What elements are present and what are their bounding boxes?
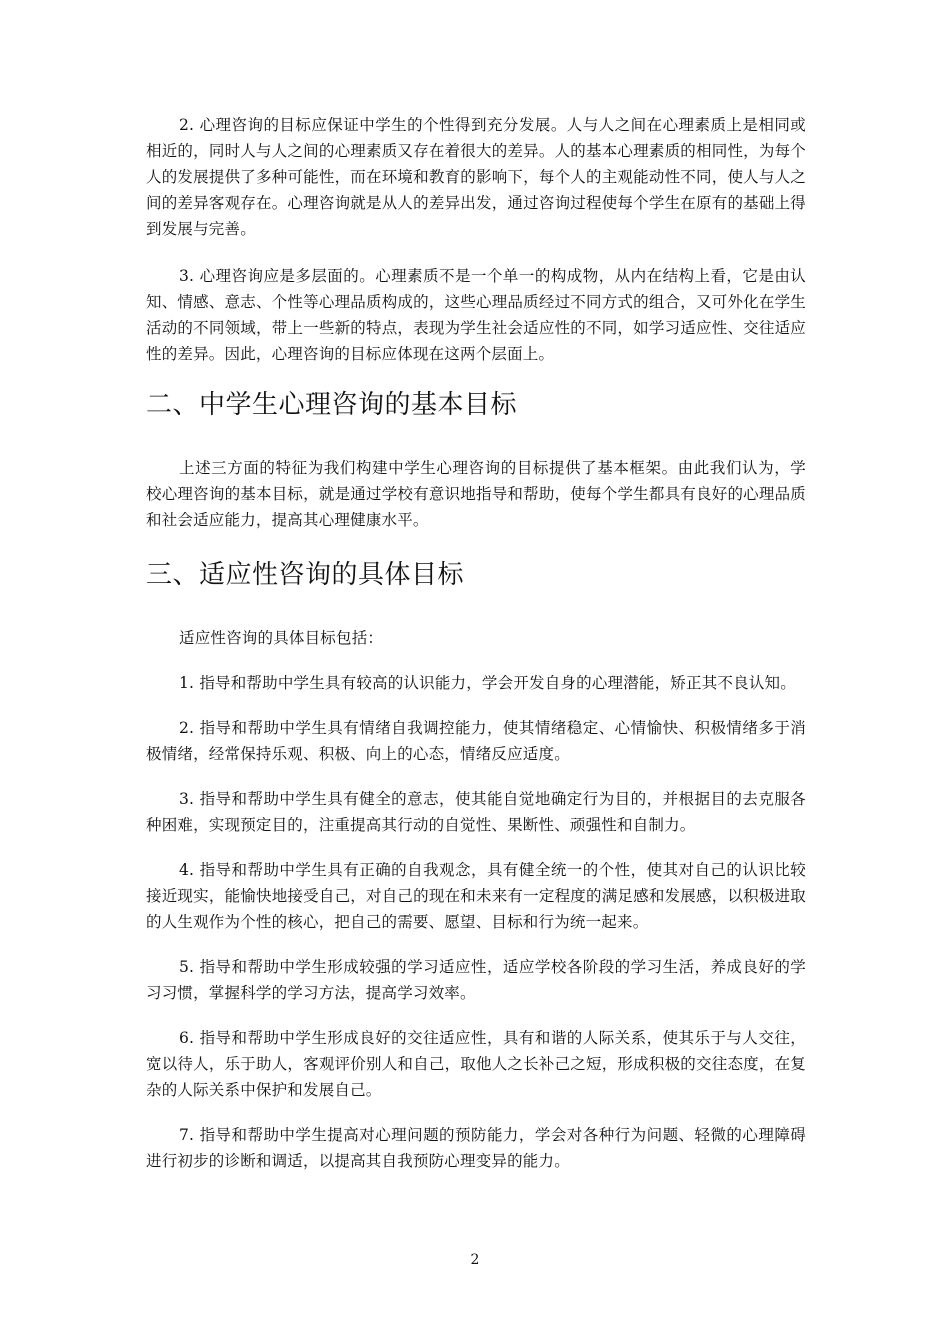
- paragraph-basic-goals: 上述三方面的特征为我们构建中学生心理咨询的目标提供了基本框架。由此我们认为，学校心理咨询的基本目标，就是通过学校有意识地指导和帮助，使每个学生都具有良好的心理品质和社会适应能力，提高其心理健康水平。: [146, 459, 806, 529]
- paragraph-specific-intro: 适应性咨询的具体目标包括：: [179, 629, 384, 647]
- page-number: 2: [470, 1252, 480, 1268]
- paragraph-point-3: 3. 心理咨询应是多层面的。心理素质不是一个单一的构成物，从内在结构上看，它是由认知、情感、意志、个性等心理品质构成的，这些心理品质经过不同方式的组合，又可外化在学生活动的不同领域，带上一些新的特点，表现为学生社会适应性的不同，如学习适应性、交往适应性的差异。因此，心理咨询的目标应体现在这两个层面上。: [146, 267, 806, 363]
- paragraph-point-2: 2. 心理咨询的目标应保证中学生的个性得到充分发展。人与人之间在心理素质上是相同或相近的，同时人与人之间的心理素质又存在着很大的差异。人的基本心理素质的相同性，为每个人的发展提供了多种可能性，而在环境和教育的影响下，每个人的主观能动性不同，使人与人之间的差异客观存在。心理咨询就是从人的差异出发，通过咨询过程使每个学生在原有的基础上得到发展与完善。: [146, 116, 806, 238]
- list-item: 1. 指导和帮助中学生具有较高的认识能力，学会开发自身的心理潜能，矫正其不良认知。: [179, 674, 796, 692]
- list-item: 3. 指导和帮助中学生具有健全的意志，使其能自觉地确定行为目的，并根据目的去克服各种困难，实现预定目的，注重提高其行动的自觉性、果断性、顽强性和自制力。: [146, 790, 806, 834]
- list-item: 6. 指导和帮助中学生形成良好的交往适应性，具有和谐的人际关系，使其乐于与人交往，宽以待人，乐于助人，客观评价别人和自己，取他人之长补己之短，形成积极的交往态度，在复杂的人际关系中保护和发展自己。: [146, 1029, 806, 1099]
- section-heading-basic-goals: 二、中学生心理咨询的基本目标: [146, 390, 518, 420]
- list-item: 7. 指导和帮助中学生提高对心理问题的预防能力，学会对各种行为问题、轻微的心理障碍进行初步的诊断和调适，以提高其自我预防心理变异的能力。: [146, 1126, 806, 1170]
- document-page: [146, 112, 806, 1174]
- list-item: 4. 指导和帮助中学生具有正确的自我观念，具有健全统一的个性，使其对自己的认识比较接近现实，能愉快地接受自己，对自己的现在和未来有一定程度的满足感和发展感，以积极进取的人生观作为个性的核心，把自己的需要、愿望、目标和行为统一起来。: [146, 861, 806, 931]
- section-heading-specific-goals: 三、适应性咨询的具体目标: [146, 560, 465, 590]
- list-item: 2. 指导和帮助中学生具有情绪自我调控能力，使其情绪稳定、心情愉快、积极情绪多于消极情绪，经常保持乐观、积极、向上的心态，情绪反应适度。: [146, 719, 806, 763]
- list-item: 5. 指导和帮助中学生形成较强的学习适应性，适应学校各阶段的学习生活，养成良好的学习习惯，掌握科学的学习方法，提高学习效率。: [146, 958, 806, 1002]
